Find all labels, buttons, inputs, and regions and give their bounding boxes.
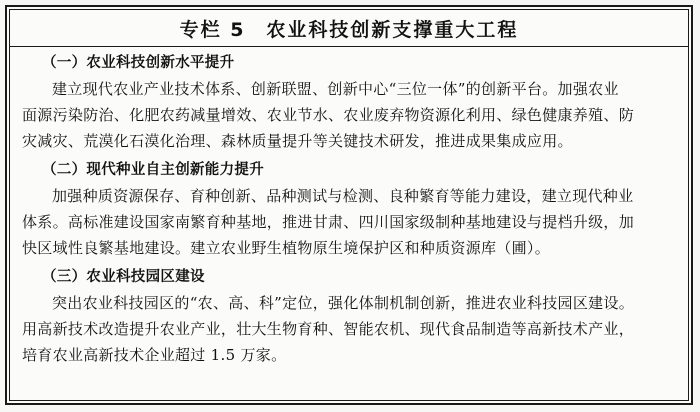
section-3-line-1: 突出农业科技园区的“农、高、科”定位，强化体制机制创新，推进农业科技园区建设。 bbox=[52, 294, 635, 312]
section-2-line-1: 加强种质资源保存、育种创新、品种测试与检测、良种繁育等能力建设，建立现代种业 bbox=[52, 187, 634, 205]
section-2-line-3: 快区域性良繁基地建设。建立农业野生植物原生境保护区和种质资源库（圃）。 bbox=[22, 239, 551, 257]
section-2-line-2: 体系。高标准建设国家南繁育种基地，推进甘肃、四川国家级制种基地建设与提档升级，加 bbox=[22, 213, 635, 231]
feature-box bbox=[5, 5, 693, 405]
section-1-line-1: 建立现代农业产业技术体系、创新联盟、创新中心“三位一体”的创新平台。加强农业 bbox=[52, 80, 619, 98]
section-2-heading: （二）现代种业自主创新能力提升 bbox=[42, 162, 264, 178]
feature-box-inner-frame bbox=[9, 9, 689, 401]
section-1-heading: （一）农业科技创新水平提升 bbox=[42, 55, 235, 71]
section-3-line-3: 培育农业高新技术企业超过 1.5 万家。 bbox=[22, 346, 287, 364]
box-title: 专栏 5 农业科技创新支撑重大工程 bbox=[10, 10, 688, 47]
section-3-heading: （三）农业科技园区建设 bbox=[42, 269, 205, 285]
section-1-line-2: 面源污染防治、化肥农药减量增效、农业节水、农业废弃物资源化利用、绿色健康养殖、防 bbox=[22, 106, 635, 124]
box-content bbox=[10, 47, 688, 400]
section-3-line-2: 用高新技术改造提升农业产业，壮大生物育种、智能农机、现代食品制造等高新技术产业， bbox=[22, 320, 635, 338]
section-1-line-3: 灾减灾、荒漠化石漠化治理、森林质量提升等关键技术研发，推进成果集成应用。 bbox=[22, 132, 573, 150]
